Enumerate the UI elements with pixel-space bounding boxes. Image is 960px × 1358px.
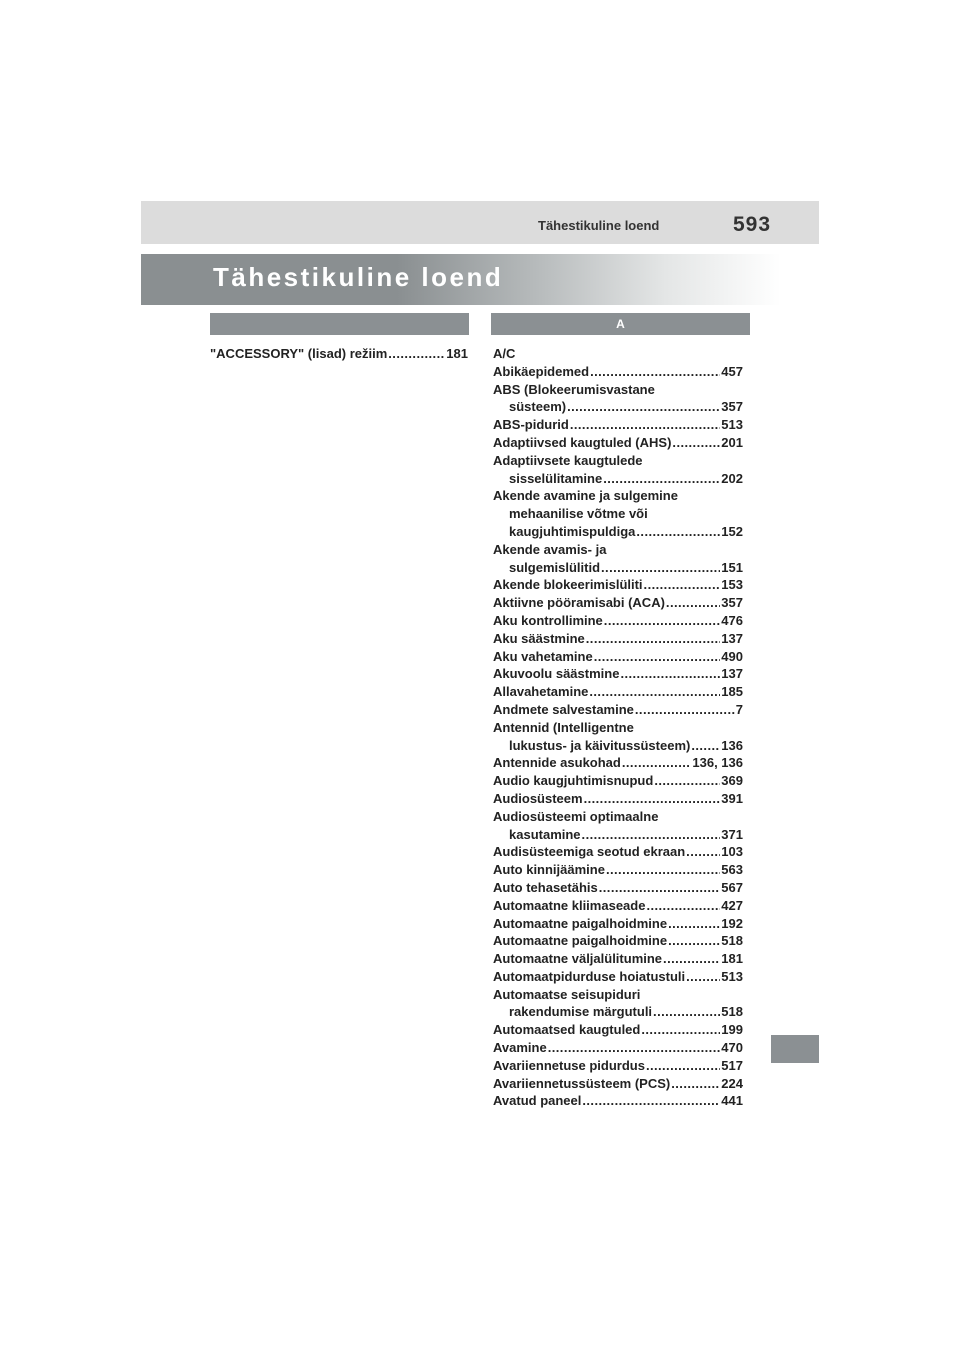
index-entry: [493, 594, 743, 612]
dot-leader: [590, 363, 720, 381]
index-entry-line: [493, 559, 743, 577]
index-entry: [493, 897, 743, 915]
index-entry-line: [493, 594, 743, 612]
dot-leader: [668, 932, 720, 950]
page-reference: 518: [721, 933, 743, 949]
index-term: Aku vahetamine: [493, 648, 593, 664]
index-entry-line: [493, 826, 743, 844]
header-section-title: Tähestikuline loend: [538, 218, 660, 233]
dot-leader: [646, 897, 720, 915]
dot-leader: [668, 915, 720, 933]
index-term: Akende avamis- ja: [493, 541, 607, 557]
index-term: Automaatsed kaugtuled: [493, 1022, 641, 1038]
page-reference: 476: [721, 612, 743, 628]
dot-leader: [548, 1039, 721, 1057]
index-entry-line: [493, 1057, 743, 1075]
page-reference: 490: [721, 648, 743, 664]
index-term: Auto tehasetähis: [493, 879, 598, 895]
page-reference: 357: [721, 595, 743, 611]
index-entry: [493, 932, 743, 950]
page-header-bar: [141, 201, 819, 244]
index-term: Auto kinnijäämine: [493, 862, 605, 878]
index-entry-line: [493, 665, 743, 683]
dot-leader: [672, 434, 720, 452]
index-entry-line: [493, 630, 743, 648]
index-term: Avariiennetussüsteem (PCS): [493, 1075, 671, 1091]
index-entry-line: [210, 345, 468, 363]
index-term: Allavahetamine: [493, 684, 589, 700]
page-reference: 103: [721, 844, 743, 860]
index-term: Automaatne väljalülitumine: [493, 951, 663, 967]
index-entry-line: [493, 879, 743, 897]
index-term: Akende blokeerimislüliti: [493, 577, 643, 593]
index-entry-line: [493, 612, 743, 630]
index-entry-line: [493, 950, 743, 968]
page-reference: 369: [721, 773, 743, 789]
index-entry: [493, 719, 743, 755]
index-entry: [493, 861, 743, 879]
index-entry-line: [493, 772, 743, 790]
index-entry: [493, 630, 743, 648]
page-reference: 224: [721, 1075, 743, 1091]
page-reference: 185: [721, 684, 743, 700]
dot-leader: [567, 398, 720, 416]
page-reference: 513: [721, 968, 743, 984]
page-reference: 457: [721, 363, 743, 379]
index-term: ABS (Blokeerumisvastane: [493, 381, 655, 397]
index-term: ABS-pidurid: [493, 417, 569, 433]
dot-leader: [686, 968, 720, 986]
index-entry-line: [493, 648, 743, 666]
page-reference: 371: [721, 826, 743, 842]
index-entry-line: [493, 576, 743, 594]
index-term: kasutamine: [509, 826, 581, 842]
index-entry-line: [493, 398, 743, 416]
page-reference: 441: [721, 1093, 743, 1109]
index-entry-line: [493, 915, 743, 933]
index-term: rakendumise märgutuli: [509, 1004, 653, 1020]
index-entry: [493, 1057, 743, 1075]
index-entry-line: [493, 790, 743, 808]
dot-leader: [604, 612, 721, 630]
index-term: Aktiivne pööramisabi (ACA): [493, 595, 665, 611]
index-entry-line: [493, 861, 743, 879]
index-term: kaugjuhtimispuldiga: [509, 523, 636, 539]
index-entry: [493, 950, 743, 968]
dot-leader: [582, 826, 721, 844]
page-reference: 137: [721, 630, 743, 646]
index-entry-line: [493, 683, 743, 701]
index-entry-line: [493, 843, 743, 861]
page-reference: 7: [735, 701, 743, 717]
index-entry: [493, 487, 743, 540]
dot-leader: [654, 772, 720, 790]
index-entry: [493, 1021, 743, 1039]
index-term: Audio kaugjuhtimisnupud: [493, 773, 654, 789]
index-entry: [493, 701, 743, 719]
dot-leader: [635, 701, 735, 719]
index-entry: [493, 915, 743, 933]
index-term: Avariiennetuse pidurdus: [493, 1057, 645, 1073]
chapter-title: Tähestikuline loend: [213, 262, 504, 292]
index-entry-line: [493, 932, 743, 950]
index-entry-line: [493, 523, 743, 541]
index-term: sulgemislülitid: [509, 559, 601, 575]
index-entry-line: [493, 701, 743, 719]
index-term: Automaatne kliimaseade: [493, 897, 646, 913]
index-entry-line: [493, 1075, 743, 1093]
page-reference: 136, 136: [692, 755, 743, 771]
page-reference: 427: [721, 897, 743, 913]
dot-leader: [646, 1057, 720, 1075]
index-entry: [493, 879, 743, 897]
index-entry: [493, 665, 743, 683]
index-term: Automaatne paigalhoidmine: [493, 933, 668, 949]
index-term: Audiosüsteem: [493, 790, 583, 806]
dot-leader: [601, 559, 720, 577]
page-reference: 470: [721, 1040, 743, 1056]
page-reference: 517: [721, 1057, 743, 1073]
index-entry: [493, 576, 743, 594]
index-entry-line: [493, 897, 743, 915]
index-term: sisselülitamine: [509, 470, 603, 486]
index-term: Aku säästmine: [493, 630, 585, 646]
page-reference: 357: [721, 399, 743, 415]
index-term: Automaatse seisupiduri: [493, 986, 641, 1002]
section-bar-left: [210, 313, 469, 335]
index-term: Aku kontrollimine: [493, 612, 603, 628]
page-reference: 513: [721, 417, 743, 433]
index-entry: [493, 345, 743, 363]
page-reference: 151: [721, 559, 743, 575]
index-term: Adaptiivsete kaugtulede: [493, 452, 643, 468]
page-reference: 201: [721, 434, 743, 450]
index-entry-line: [493, 470, 743, 488]
dot-leader: [671, 1075, 720, 1093]
dot-leader: [584, 790, 721, 808]
dot-leader: [644, 576, 721, 594]
dot-leader: [691, 737, 720, 755]
index-entry: [493, 1075, 743, 1093]
index-entry: [493, 843, 743, 861]
dot-leader: [603, 470, 720, 488]
right-index-column: [493, 345, 743, 1110]
dot-leader: [606, 861, 720, 879]
dot-leader: [589, 683, 720, 701]
index-entry: [493, 648, 743, 666]
index-term: "ACCESSORY" (lisad) režiim: [210, 346, 388, 361]
index-term: A/C: [493, 346, 516, 361]
index-entry: [493, 612, 743, 630]
index-term: lukustus- ja käivitussüsteem): [509, 737, 691, 753]
side-thumb-tab: [771, 1035, 819, 1063]
index-term: Audisüsteemiga seotud ekraan: [493, 844, 686, 860]
index-entry-line: [493, 434, 743, 452]
index-term: Akende avamine ja sulgemine: [493, 488, 678, 504]
index-term: Antennid (Intelligentne: [493, 719, 634, 735]
index-entry-line: [493, 1021, 743, 1039]
dot-leader: [653, 1003, 720, 1021]
index-term: Avatud paneel: [493, 1093, 582, 1109]
page-number: 593: [733, 213, 772, 236]
index-entry: [493, 416, 743, 434]
dot-leader: [586, 630, 721, 648]
page-reference: 136: [721, 737, 743, 753]
index-entry: [493, 772, 743, 790]
page-reference: 192: [721, 915, 743, 931]
index-entry: [493, 1039, 743, 1057]
index-entry: [493, 754, 743, 772]
index-entry: [493, 683, 743, 701]
dot-leader: [582, 1092, 720, 1110]
index-entry: [493, 434, 743, 452]
index-entry: [493, 986, 743, 1022]
index-entry: [493, 452, 743, 488]
index-term: Antennide asukohad: [493, 755, 621, 771]
page-reference: 137: [721, 666, 743, 682]
index-term: mehaanilise võtme või: [509, 506, 648, 522]
index-term: Abikäepidemed: [493, 363, 590, 379]
dot-leader: [599, 879, 721, 897]
dot-leader: [666, 594, 720, 612]
index-entry: [493, 363, 743, 381]
index-term: Audiosüsteemi optimaalne: [493, 808, 659, 824]
index-term: süsteem): [509, 399, 567, 415]
index-entry-line: [493, 416, 743, 434]
page-reference: 202: [721, 470, 743, 486]
page-reference: 181: [721, 951, 743, 967]
page-reference: 152: [721, 523, 743, 539]
dot-leader: [686, 843, 720, 861]
dot-leader: [636, 523, 720, 541]
dot-leader: [622, 754, 692, 772]
page-reference: 153: [721, 577, 743, 593]
page-reference: 567: [721, 879, 743, 895]
index-entry-line: [493, 754, 743, 772]
page-reference: 181: [446, 346, 468, 361]
index-entry-line: [493, 1039, 743, 1057]
index-term: Automaatne paigalhoidmine: [493, 915, 668, 931]
page-reference: 518: [721, 1004, 743, 1020]
dot-leader: [641, 1021, 720, 1039]
index-entry-line: [493, 968, 743, 986]
dot-leader: [620, 665, 720, 683]
index-entry-line: [493, 345, 743, 363]
index-entry-line: [493, 1003, 743, 1021]
left-index-column: [210, 345, 468, 363]
index-entry: [493, 381, 743, 417]
page-reference: 199: [721, 1022, 743, 1038]
page-reference: 563: [721, 862, 743, 878]
index-entry: [493, 968, 743, 986]
section-bar-a: A: [491, 313, 750, 335]
dot-leader: [594, 648, 721, 666]
index-term: Adaptiivsed kaugtuled (AHS): [493, 434, 672, 450]
index-entry: [493, 808, 743, 844]
index-entry: [493, 790, 743, 808]
dot-leader: [570, 416, 720, 434]
index-entry-line: [493, 737, 743, 755]
index-entry: [493, 541, 743, 577]
index-entry: [493, 1092, 743, 1110]
dot-leader: [388, 345, 445, 363]
page-reference: 391: [721, 790, 743, 806]
index-term: Akuvoolu säästmine: [493, 666, 620, 682]
dot-leader: [663, 950, 720, 968]
index-term: Automaatpidurduse hoiatustuli: [493, 968, 686, 984]
index-entry-line: [493, 1092, 743, 1110]
index-term: Avamine: [493, 1040, 547, 1056]
index-entry-line: [493, 363, 743, 381]
index-term: Andmete salvestamine: [493, 701, 634, 717]
